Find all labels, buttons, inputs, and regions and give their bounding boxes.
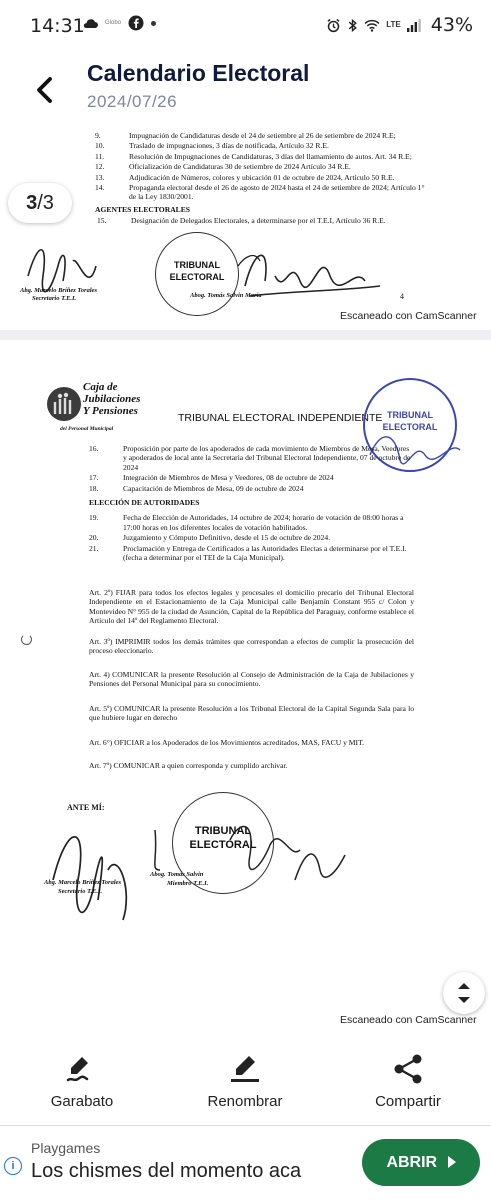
section-heading: AGENTES ELECTORALES — [95, 204, 191, 214]
article-4: Art. 4) COMUNICAR la presente Resolución al Consejo de Administración de la Caja de Jubilaciones y Pensiones del Personal Municipal para su conocimiento. — [89, 670, 414, 689]
calendar-list-part2 — [89, 444, 414, 563]
article-5: Art. 5º) COMUNICAR la presente Resolución a los Tribunal Electoral de la Capital Segunda Sala para lo que hubiere lugar en derecho — [89, 704, 414, 723]
alarm-icon — [326, 18, 341, 33]
notification-dot-icon — [151, 21, 156, 26]
section-heading: ELECCIÓN DE AUTORIDADES — [89, 498, 200, 508]
calendar-list-part1 — [95, 131, 425, 227]
ad-banner[interactable] — [0, 1125, 491, 1201]
compartir-label: Compartir — [375, 1093, 441, 1110]
list-item: 14. Propaganda electoral desde el 26 de agosto de 2024 hasta el 24 de setiembre de 2024; Artículo 1° de la Ley 1830/2001. — [95, 183, 425, 202]
article-3: Art. 3º) IMPRIMIR todos los demás trámites que correspondan a efectos de cumplir la prosecución del proceso eleccionario. — [89, 637, 414, 656]
cloud-icon — [82, 17, 98, 29]
signature-right-p1 — [230, 236, 390, 308]
ad-info-icon[interactable]: i — [4, 1157, 22, 1175]
renombrar-button[interactable] — [180, 1035, 310, 1125]
article-7: Art. 7º) COMUNICAR a quien corresponda y cumplido archivar. — [89, 761, 288, 770]
caja-logo-subtitle: del Personal Municipal — [60, 426, 114, 432]
camscanner-caption-p1: Escaneado con CamScanner — [340, 310, 477, 322]
loading-spinner-icon — [21, 634, 32, 645]
caja-logo-icon — [46, 386, 82, 422]
document-page-1 — [0, 124, 491, 330]
signer-left-name: Abg. Marcelo Bríñez Torales — [20, 287, 98, 294]
list-item: 12. Oficialización de Candidaturas 30 de setiembre de 2024 Artículo 34 R.E. — [95, 162, 351, 172]
scroll-arrows-icon — [443, 972, 485, 1014]
back-button[interactable] — [28, 72, 64, 108]
document-page-number: 4 — [400, 292, 404, 301]
tribunal-stamp-p2: TRIBUNAL ELECTORAL — [172, 792, 274, 894]
list-item: 19. Fecha de Elección de Autoridades, 14 octubre de 2024; horario de votación de 08:00 horas a 17:00 horas en los diferentes locales de votación habilitados. — [89, 513, 404, 532]
fast-scroll-handle[interactable] — [443, 972, 485, 1014]
caja-logo-text: Caja de Jubilaciones Y Pensiones — [83, 381, 141, 417]
signal-icon — [407, 19, 421, 32]
app-bar — [0, 52, 491, 124]
list-item: 17. Integración de Miembros de Mesa y Veedores, 08 de octubre de 2024 — [89, 473, 334, 483]
article-2: Art. 2º) FIJAR para todos los efectos legales y procesales el domicilio precario del Tribunal Electoral Independiente en el Estacionamiento de la Caja Municipal calle Benjamín Constant 955 c/ Colon y Montevideo N° 955 de la ciudad de Asunción, Capital de la República del Paraguay, conforme establece el Artículo del 14º del Reglamento Electoral. — [89, 588, 414, 626]
garabato-label: Garabato — [50, 1093, 114, 1110]
signature-right-p2 — [285, 835, 355, 895]
page-indicator — [8, 183, 72, 223]
status-time: 14:31 — [30, 15, 85, 37]
renombrar-label: Renombrar — [207, 1093, 283, 1110]
list-item: 11. Resolución de Impugnaciones de Candidaturas, 3 días del llamamiento de autos. Art. 34 R.E; — [95, 151, 412, 161]
signer-left-role-p2: Secretario T.E.I. — [58, 888, 103, 895]
battery-label: 43% — [430, 14, 473, 36]
article-6: Art. 6°) OFICIAR a los Apoderados de los Movimientos acreditados, MAS, FACU y MIT. — [89, 738, 365, 747]
list-item: 20. Juzgamiento y Cómputo Definitivo, desde el 15 de octubre de 2024. — [89, 533, 331, 543]
list-item: 9. Impugnación de Candidaturas desde el 24 de setiembre al 26 de setiembre de 2024 R.E; — [95, 131, 396, 140]
signer-left-role: Secretario T.E.I. — [32, 295, 77, 302]
network-type-label: LTE — [386, 20, 401, 29]
total-pages: /3 — [37, 192, 54, 214]
page-date: 2024/07/26 — [87, 92, 178, 111]
bottom-action-bar — [0, 1035, 491, 1125]
signer-mid-name-p2: Abog. Tomás Salvin — [150, 871, 204, 878]
garabato-button[interactable] — [17, 1035, 147, 1125]
signer-left-name-p2: Abg. Marcelo Bríñez Torales — [44, 879, 122, 886]
signer-mid-name: Abog. Tomás Salvin Maria — [190, 292, 262, 299]
camscanner-caption-p2: Escaneado con CamScanner — [340, 1014, 477, 1026]
back-arrow-icon — [28, 72, 64, 108]
tribunal-stamp-p1: TRIBUNAL ELECTORAL — [155, 232, 239, 316]
pen-rename-icon — [227, 1053, 263, 1085]
list-item: 10. Traslado de impugnaciones, 3 días de notificada, Artículo 32 R.E. — [95, 141, 329, 151]
scribble-pen-icon — [64, 1053, 100, 1085]
document-heading: TRIBUNAL ELECTORAL INDEPENDIENTE — [178, 412, 383, 424]
list-item: 21. Proclamación y Entrega de Certificados a las Autoridades Electas a determinarse por el T.E.I. (fecha a determinar por el TEI de la Caja Municipal). — [89, 543, 407, 563]
page-title: Calendario Electoral — [87, 60, 310, 86]
ad-headline: Los chismes del momento aca — [31, 1160, 302, 1182]
share-icon — [390, 1053, 426, 1085]
document-viewer[interactable] — [0, 124, 491, 1035]
bluetooth-icon — [347, 18, 358, 33]
ad-open-button[interactable] — [362, 1139, 480, 1186]
list-item: 13. Adjudicación de Números, colores y ubicación 01 de octubre de 2024, Artículo 50 R.E. — [95, 172, 395, 182]
blue-tribunal-stamp: TRIBUNAL ELECTORAL — [363, 378, 457, 472]
ante-mi-label: ANTE MÍ: — [67, 803, 105, 812]
wifi-icon — [364, 19, 380, 32]
compartir-button[interactable] — [343, 1035, 473, 1125]
status-bar — [0, 0, 491, 52]
current-page: 3 — [26, 192, 38, 214]
list-item: 16. Proposición por parte de los apoderados de cada movimiento de Miembros de Mesa, Veedores y apoderados de local ante la Secretaria del Tribunal Electoral Independiente, 07 de octubre de 2024 — [89, 444, 411, 472]
play-arrow-icon — [448, 1156, 456, 1168]
signature-left-p2 — [38, 810, 148, 940]
facebook-icon — [128, 15, 144, 31]
list-item: 15. Designación de Delegados Electorales, a determinarse por el T.E.I, Artículo 36 R.E. — [97, 216, 386, 226]
document-page-2 — [0, 340, 491, 1035]
signer-mid-role-p2: Miembro T.E.I. — [167, 880, 209, 887]
status-mini-label: Globo — [105, 20, 122, 26]
list-item: 18. Capacitación de Miembros de Mesa, 09 de octubre de 2024 — [89, 483, 304, 493]
ad-open-label: ABRIR — [386, 1154, 438, 1171]
ad-source: Playgames — [31, 1140, 101, 1156]
